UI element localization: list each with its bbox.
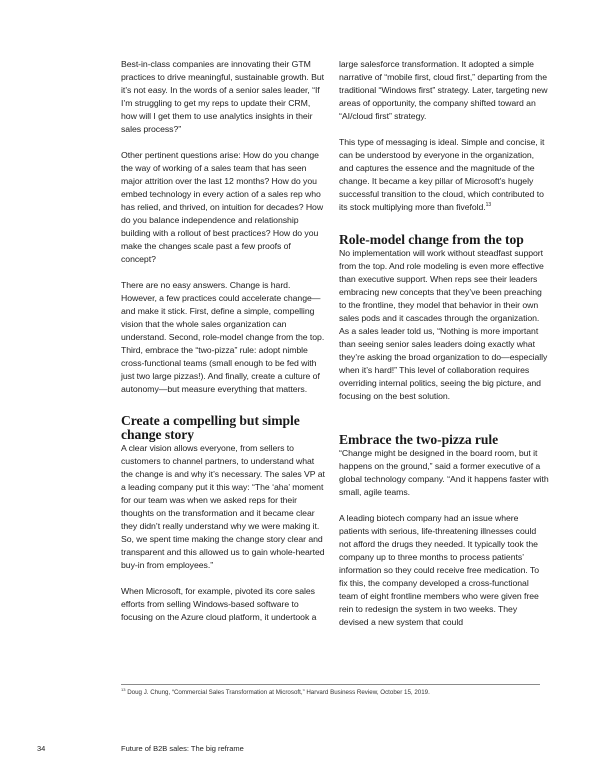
body-paragraph: Best-in-class companies are innovating their GTM practices to drive meaningful, sustainable growth. But it’s not easy. In the words of a senior sales leader, “If I’m struggling to get my reps to update their CRM, how will I get them to use analytics insights in their sales process?” xyxy=(121,59,325,134)
body-paragraph: Other pertinent questions arise: How do you change the way of working of a sales team that has seen major attrition over the last 12 months? How do you embed technology in every action of a sales rep who has relied, and thrived, on intuition for decades? How do you balance independence and relationship building with a rollout of best practices? How do you make the changes scale past a few proofs of concept? xyxy=(121,150,324,264)
section-heading: Role-model change from the top xyxy=(339,232,524,247)
body-paragraph: A leading biotech company had an issue where patients with serious, life-threatening illnesses could not afford the drugs they needed. It typically took the company up to three months to process patients’ information so they could receive free medication. To fix this, the company developed a cross-functional team of eight frontline members who were given free rein to redesign the system in two weeks. They devised a new system that could xyxy=(339,513,540,627)
footnote-text: Doug J. Chung, “Commercial Sales Transformation at Microsoft,” Harvard Business Review, October 15, 2019. xyxy=(127,689,430,696)
body-paragraph: No implementation will work without steadfast support from the top. And role modeling is even more effective than executive support. When reps see their leaders embracing new concepts that they’ve been preaching to the frontline, they model that behavior in their own sales pods and it cascades through the organization. As a sales leader told us, “Nothing is more important than seeing senior sales leaders doing exactly what they’re asking the broad organization to do—especially when it’s hard!” This level of collaboration requires overriding internal politics, seeing the big picture, and focusing on the best solution. xyxy=(339,248,548,401)
body-paragraph xyxy=(339,136,549,214)
body-text: This type of messaging is ideal. Simple and concise, it can be understood by everyone in the organization, and captures the essence and the magnitude of the change. It became a key pillar of Microsoft’s hugely successful transition to the cloud, which contributed to its stock multiplying more than fivefold. xyxy=(339,137,545,212)
section-heading: Embrace the two-pizza rule xyxy=(339,432,499,447)
body-paragraph: “Change might be designed in the board room, but it happens on the ground,” said a former executive of a global technology company. “And it happens faster with small, agile teams. xyxy=(339,448,549,497)
page-number: 34 xyxy=(37,744,46,753)
left-column xyxy=(121,58,326,624)
body-paragraph: There are no easy answers. Change is hard. However, a few practices could accelerate change— and make it stick. First, define a simple, compelling vision that the whole sales organization can understand. Second, role-model change from the top. Third, embrace the “two-pizza” rule: adopt nimble cross-functional teams (small enough to be fed with just two large pizzas!). And finally, create a culture of autonomy—but measure everything that matters. xyxy=(121,280,325,394)
right-column xyxy=(339,58,549,629)
body-paragraph: When Microsoft, for example, pivoted its core sales efforts from selling Windows-based software to focusing on the Azure cloud platform, it undertook a xyxy=(121,586,317,622)
section-heading: Create a compelling but simple change story xyxy=(121,413,300,442)
body-paragraph: A clear vision allows everyone, from sellers to customers to channel partners, to understand what the change is and why it’s necessary. The sales VP at a leading company put it this way: “The ‘aha’ moment for our team was when we asked reps for their thoughts on the transformation and it became clear they didn’t really understand why we were making it. So, we spent time making the change story clear and transparent and this allowed us to gain whole-hearted buy-in from employees.” xyxy=(121,443,325,570)
footnote-number: 13 xyxy=(121,686,126,692)
footnote-divider xyxy=(121,684,540,685)
footnote xyxy=(121,688,540,697)
body-paragraph: large salesforce transformation. It adopted a simple narrative of “mobile first, cloud first,” departing from the traditional “Windows first” strategy. Later, targeting new areas of opportunity, the company shifted toward an “AI/cloud first” strategy. xyxy=(339,59,548,121)
running-title: Future of B2B sales: The big reframe xyxy=(121,744,244,753)
footnote-reference[interactable]: 13 xyxy=(485,202,492,209)
